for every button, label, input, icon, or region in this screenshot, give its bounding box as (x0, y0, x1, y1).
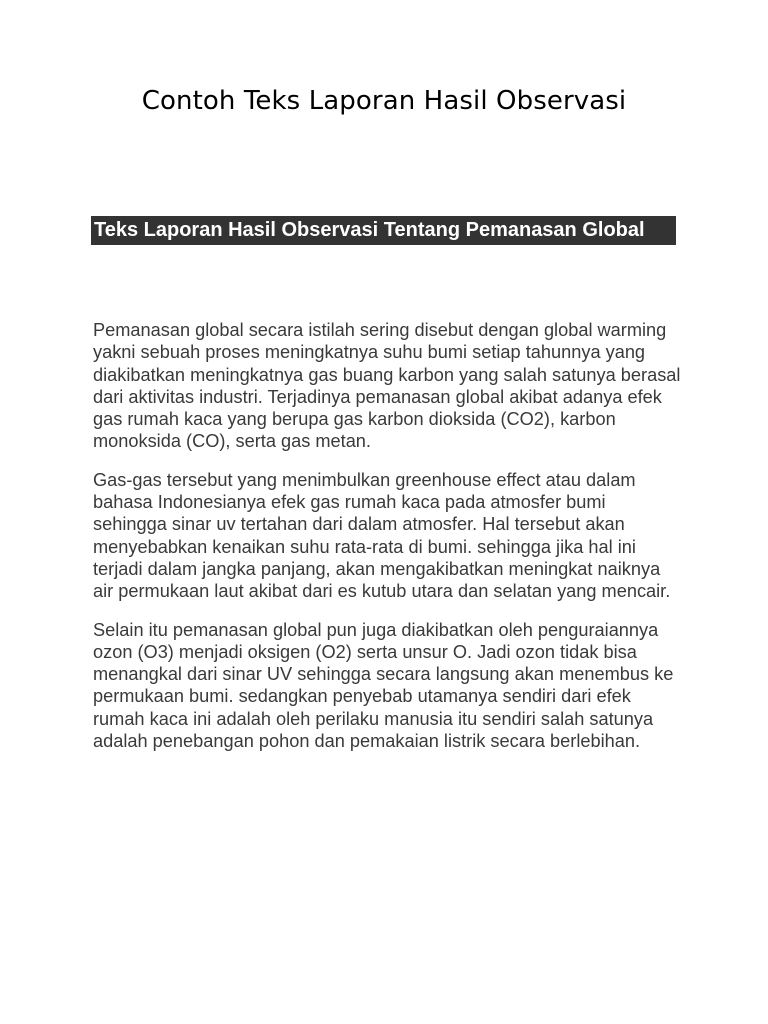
paragraph-3: Selain itu pemanasan global pun juga diakibatkan oleh penguraiannya ozon (O3) menjadi oksigen (O2) serta unsur O. Jadi ozon tidak bisa menangkal dari sinar UV sehingga secara langsung akan menembus ke permukaan bumi. sedangkan penyebab utamanya sendiri dari efek rumah kaca ini adalah oleh perilaku manusia itu sendiri salah satunya adalah penebangan pohon dan pemakaian listrik secara berlebihan. (93, 619, 674, 752)
document-title: Contoh Teks Laporan Hasil Observasi (141, 86, 627, 116)
paragraph-1: Pemanasan global secara istilah sering disebut dengan global warming yakni sebuah proses meningkatnya suhu bumi setiap tahunnya yang diakibatkan meningkatnya gas buang karbon yang salah satunya berasal dari aktivitas industri. Terjadinya pemanasan global akibat adanya efek gas rumah kaca yang berupa gas karbon dioksida (CO2), karbon monoksida (CO), serta gas metan. (93, 320, 681, 452)
body-text (93, 319, 683, 768)
paragraph-2: Gas-gas tersebut yang menimbulkan greenhouse effect atau dalam bahasa Indonesianya efek gas rumah kaca pada atmosfer bumi sehingga sinar uv tertahan dari dalam atmosfer. Hal tersebut akan menyebabkan kenaikan suhu rata-rata di bumi. sehingga jika hal ini terjadi dalam jangka panjang, akan mengakibatkan meningkat naiknya air permukaan laut akibat dari es kutub utara dan selatan yang mencair. (93, 469, 671, 602)
section-heading: Teks Laporan Hasil Observasi Tentang Pemanasan Global (91, 216, 676, 245)
